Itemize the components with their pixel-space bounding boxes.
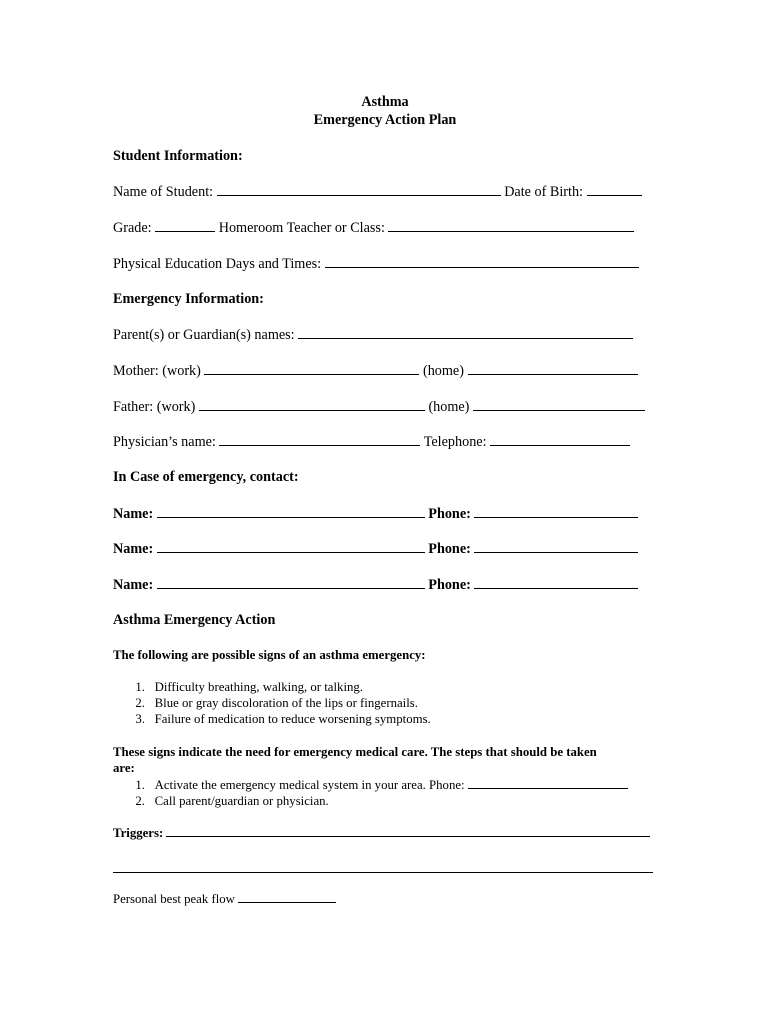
list-number: 1. [135,778,145,792]
contact-row [113,505,638,523]
student-name-field[interactable] [217,183,501,196]
contact-name-field[interactable] [157,505,425,518]
steps-heading: These signs indicate the need for emergency medical care. The steps that should be taken [113,745,597,759]
dob-label: Date of Birth: [504,184,583,200]
contact-phone-field[interactable] [474,505,638,518]
list-text: Failure of medication to reduce worsening symptoms. [154,712,431,726]
signs-heading: The following are possible signs of an asthma emergency: [113,648,426,662]
list-number: 2. [135,794,145,808]
father-home-field[interactable] [473,398,645,411]
student-info-heading: Student Information: [113,148,243,164]
list-item [113,712,431,728]
father-work-field[interactable] [199,398,425,411]
contact-name-field[interactable] [157,540,425,553]
list-item [113,794,628,810]
contact-row [113,576,638,594]
contact-heading: In Case of emergency, contact: [113,469,299,485]
pe-label: Physical Education Days and Times: [113,256,322,272]
signs-list [113,680,431,728]
guardians-field[interactable] [298,326,633,339]
contact-phone-label: Phone: [428,506,471,522]
telephone-label: Telephone: [423,434,487,450]
guardians-label: Parent(s) or Guardian(s) names: [113,327,295,343]
grade-label: Grade: [113,220,152,236]
contact-phone-label: Phone: [428,577,471,593]
list-item [113,696,431,712]
father-work-label: Father: (work) [113,399,196,415]
ems-phone-field[interactable] [468,778,628,789]
guardians-row [113,326,633,344]
contact-name-field[interactable] [157,576,425,589]
list-item [113,778,628,794]
pe-field[interactable] [325,255,639,268]
list-text: Call parent/guardian or physician. [154,794,329,808]
student-name-row [113,183,642,201]
mother-row [113,362,638,380]
emergency-info-heading: Emergency Information: [113,291,264,307]
list-number: 3. [135,712,145,726]
father-row [113,398,645,416]
contact-name-label: Name: [113,541,154,557]
steps-heading-cont: are: [113,761,135,775]
physician-row [113,433,630,451]
pe-row [113,255,639,273]
contact-name-label: Name: [113,577,154,593]
homeroom-field[interactable] [388,219,634,232]
contact-name-label: Name: [113,506,154,522]
list-item [113,680,431,696]
triggers-label: Triggers: [113,826,164,840]
mother-home-field[interactable] [468,362,638,375]
mother-home-label: (home) [422,363,464,379]
contact-phone-field[interactable] [474,576,638,589]
peak-flow-label: Personal best peak flow [113,892,235,906]
student-name-label: Name of Student: [113,184,214,200]
contact-row [113,540,638,558]
mother-work-label: Mother: (work) [113,363,201,379]
physician-label: Physician’s name: [113,434,216,450]
triggers-field[interactable] [166,826,650,837]
mother-work-field[interactable] [204,362,419,375]
dob-field[interactable] [587,183,642,196]
physician-field[interactable] [219,433,420,446]
triggers-field-line-2[interactable] [113,872,653,873]
list-number: 1. [135,680,145,694]
contact-phone-label: Phone: [428,541,471,557]
telephone-field[interactable] [490,433,630,446]
homeroom-label: Homeroom Teacher or Class: [218,220,385,236]
action-heading: Asthma Emergency Action [113,612,276,628]
peak-flow-row [113,892,336,907]
list-text: Activate the emergency medical system in your area. Phone: [154,778,465,792]
peak-flow-field[interactable] [238,892,336,903]
grade-row [113,219,634,237]
triggers-row [113,826,650,841]
form-title: Asthma [361,94,409,110]
form-subtitle: Emergency Action Plan [313,112,457,128]
contact-phone-field[interactable] [474,540,638,553]
list-number: 2. [135,696,145,710]
steps-list [113,778,628,810]
list-text: Difficulty breathing, walking, or talking. [154,680,363,694]
father-home-label: (home) [428,399,470,415]
list-text: Blue or gray discoloration of the lips or fingernails. [154,696,418,710]
grade-field[interactable] [155,219,215,232]
